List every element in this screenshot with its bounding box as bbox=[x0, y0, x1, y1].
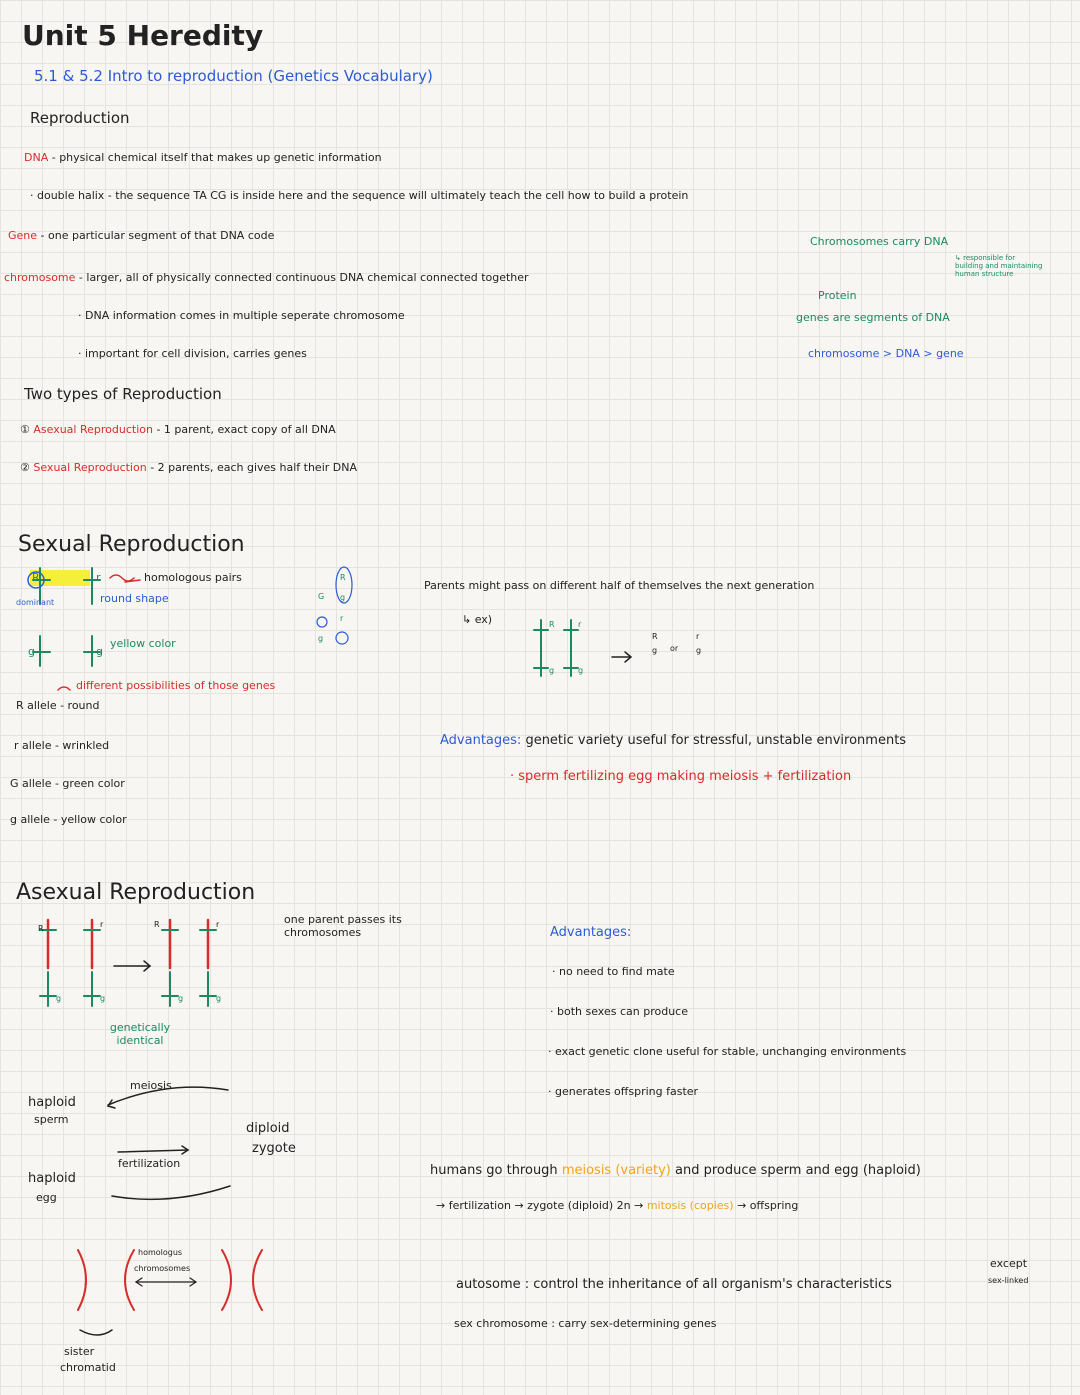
result-g1: g bbox=[652, 646, 658, 655]
dna-bullet: · double halix - the sequence TA CG is inside here and the sequence will ultimately teach the cell how to build a protein bbox=[30, 189, 689, 202]
asx-label-r2: r bbox=[216, 920, 220, 929]
allele-R: R allele - round bbox=[16, 699, 100, 712]
haploid-sperm-2: sperm bbox=[34, 1113, 69, 1126]
humans-line-meiosis: meiosis (variety) bbox=[561, 1163, 671, 1178]
meiosis-label: meiosis bbox=[130, 1079, 172, 1092]
dominant-label: dominant bbox=[16, 598, 55, 607]
bracket-left-2 bbox=[125, 1250, 134, 1310]
asexual-adv-2: · both sexes can produce bbox=[550, 1005, 688, 1018]
note-hierarchy: chromosome > DNA > gene bbox=[808, 347, 964, 360]
one-parent-passes: one parent passes its chromosomes bbox=[284, 913, 402, 939]
round-shape-label: round shape bbox=[100, 592, 169, 605]
humans-line bbox=[430, 1164, 921, 1179]
asx-label-g2: g bbox=[100, 994, 106, 1003]
sexual-advantages-bullet: · sperm fertilizing egg making meiosis + fertilization bbox=[510, 769, 852, 784]
result-R: R bbox=[652, 632, 658, 641]
note-protein: Protein bbox=[818, 289, 857, 302]
chromosome-bullet-1: · DNA information comes in multiple seperate chromosome bbox=[78, 309, 405, 322]
result-or: or bbox=[670, 644, 679, 653]
different-arrow bbox=[58, 687, 70, 690]
gene-def: - one particular segment of that DNA code bbox=[40, 229, 275, 242]
bracket-left-1 bbox=[78, 1250, 86, 1310]
reproduction-heading: Reproduction bbox=[30, 109, 130, 127]
page-title: Unit 5 Heredity bbox=[22, 19, 264, 52]
allele-g: g allele - yellow color bbox=[10, 813, 127, 826]
ex-label-r: r bbox=[578, 620, 582, 629]
asx-label-R1: R bbox=[38, 924, 44, 933]
fertilization-arrow bbox=[118, 1150, 188, 1152]
note-genes-segments: genes are segments of DNA bbox=[796, 311, 950, 324]
asexual-adv-3: · exact genetic clone useful for stable, unchanging environments bbox=[548, 1045, 907, 1058]
type-asexual-desc: - 1 parent, exact copy of all DNA bbox=[156, 423, 336, 436]
fert-line bbox=[436, 1200, 798, 1213]
chromosome-bullet-2: · important for cell division, carries genes bbox=[78, 347, 307, 360]
asx-label-r1: r bbox=[100, 920, 104, 929]
asexual-chromosome-marks bbox=[40, 930, 216, 1006]
label-g-mid-2: g bbox=[318, 634, 324, 643]
asx-label-R2: R bbox=[154, 920, 160, 929]
bracket-right-2 bbox=[253, 1250, 262, 1310]
homologous-chrom-1: homologus bbox=[138, 1248, 183, 1257]
homologous-arrow bbox=[110, 575, 134, 581]
asexual-heading: Asexual Reproduction bbox=[16, 880, 256, 905]
different-possibilities-label: different possibilities of those genes bbox=[76, 679, 276, 692]
sexual-advantages bbox=[440, 734, 906, 749]
except-1: except bbox=[990, 1257, 1028, 1270]
type-asexual-name: Asexual Reproduction bbox=[33, 423, 153, 436]
chromosome-def: - larger, all of physically connected continuous DNA chemical connected together bbox=[78, 271, 529, 284]
homologous-pairs-label: homologous pairs bbox=[144, 571, 242, 584]
fert-line-a: → fertilization → zygote (diploid) 2n → bbox=[436, 1199, 644, 1212]
diploid-1: diploid bbox=[246, 1121, 290, 1136]
type-sexual-name: Sexual Reproduction bbox=[33, 461, 147, 474]
label-g-mid: g bbox=[340, 593, 346, 602]
chromosome-term: chromosome bbox=[4, 271, 76, 284]
example-label: ↳ ex) bbox=[462, 613, 493, 626]
parents-pass-text: Parents might pass on different half of themselves the next generation bbox=[424, 579, 815, 592]
sister-chromatid-2: chromatid bbox=[60, 1361, 116, 1374]
note-chromosomes-carry: Chromosomes carry DNA bbox=[810, 235, 949, 248]
sexual-advantages-text: genetic variety useful for stressful, unstable environments bbox=[525, 733, 907, 748]
humans-line-b: and produce sperm and egg (haploid) bbox=[675, 1163, 921, 1178]
sex-chromosome-line: sex chromosome : carry sex-determining genes bbox=[454, 1317, 717, 1330]
asexual-chromosomes-red bbox=[48, 920, 208, 968]
haploid-sperm-1: haploid bbox=[28, 1095, 76, 1110]
sexual-heading: Sexual Reproduction bbox=[18, 532, 245, 557]
genetically-identical: genetically identical bbox=[109, 1021, 171, 1047]
gene-term: Gene bbox=[8, 229, 38, 242]
fert-line-mitosis: mitosis (copies) bbox=[646, 1199, 734, 1212]
asexual-adv-1: · no need to find mate bbox=[552, 965, 675, 978]
fert-line-b: → offspring bbox=[737, 1199, 799, 1212]
fertilization-label: fertilization bbox=[118, 1157, 181, 1170]
diploid-2: zygote bbox=[252, 1141, 296, 1156]
asx-label-g4: g bbox=[216, 994, 222, 1003]
asexual-adv-4: · generates offspring faster bbox=[548, 1085, 699, 1098]
label-r-top: r bbox=[96, 571, 101, 584]
page-subtitle: 5.1 & 5.2 Intro to reproduction (Genetics Vocabulary) bbox=[34, 67, 433, 85]
ex-label-g1: g bbox=[549, 666, 555, 675]
humans-line-a: humans go through bbox=[430, 1163, 558, 1178]
yellow-color-label: yellow color bbox=[110, 637, 176, 650]
label-g-right: g bbox=[96, 645, 103, 658]
example-chromosomes bbox=[534, 620, 578, 676]
label-g-left: g bbox=[28, 645, 35, 658]
bracket-right-1 bbox=[222, 1250, 231, 1310]
sexual-advantages-label: Advantages: bbox=[440, 733, 522, 748]
autosome-line: autosome : control the inheritance of all organism's characteristics bbox=[456, 1277, 892, 1292]
two-types-heading: Two types of Reproduction bbox=[24, 385, 222, 403]
asx-label-g3: g bbox=[178, 994, 184, 1003]
result-r: r bbox=[696, 632, 700, 641]
dna-def: - physical chemical itself that makes up genetic information bbox=[51, 151, 382, 164]
sister-chromatid-1: sister bbox=[64, 1345, 95, 1358]
dna-term: DNA bbox=[24, 151, 49, 164]
except-2: sex-linked bbox=[988, 1276, 1029, 1285]
label-G-mid: G bbox=[318, 592, 325, 601]
allele-r: r allele - wrinkled bbox=[14, 739, 110, 752]
type-sexual-desc: - 2 parents, each gives half their DNA bbox=[150, 461, 358, 474]
haploid-egg-1: haploid bbox=[28, 1171, 76, 1186]
haploid-egg-2: egg bbox=[36, 1191, 57, 1204]
type-asexual-num: ① bbox=[20, 423, 30, 436]
type-sexual-num: ② bbox=[20, 461, 30, 474]
label-R-top: R bbox=[32, 571, 40, 584]
allele-G: G allele - green color bbox=[10, 777, 125, 790]
ex-label-g2: g bbox=[578, 666, 584, 675]
result-g2: g bbox=[696, 646, 702, 655]
asx-label-g1: g bbox=[56, 994, 62, 1003]
label-r-mid: r bbox=[340, 614, 344, 623]
label-R-mid: R bbox=[340, 573, 346, 582]
homologous-chrom-2: chromosomes bbox=[134, 1264, 191, 1273]
note-responsible: ↳ responsible for building and maintaining human structure bbox=[955, 254, 1043, 279]
asexual-advantages-label: Advantages: bbox=[550, 925, 632, 940]
ex-label-R: R bbox=[549, 620, 555, 629]
